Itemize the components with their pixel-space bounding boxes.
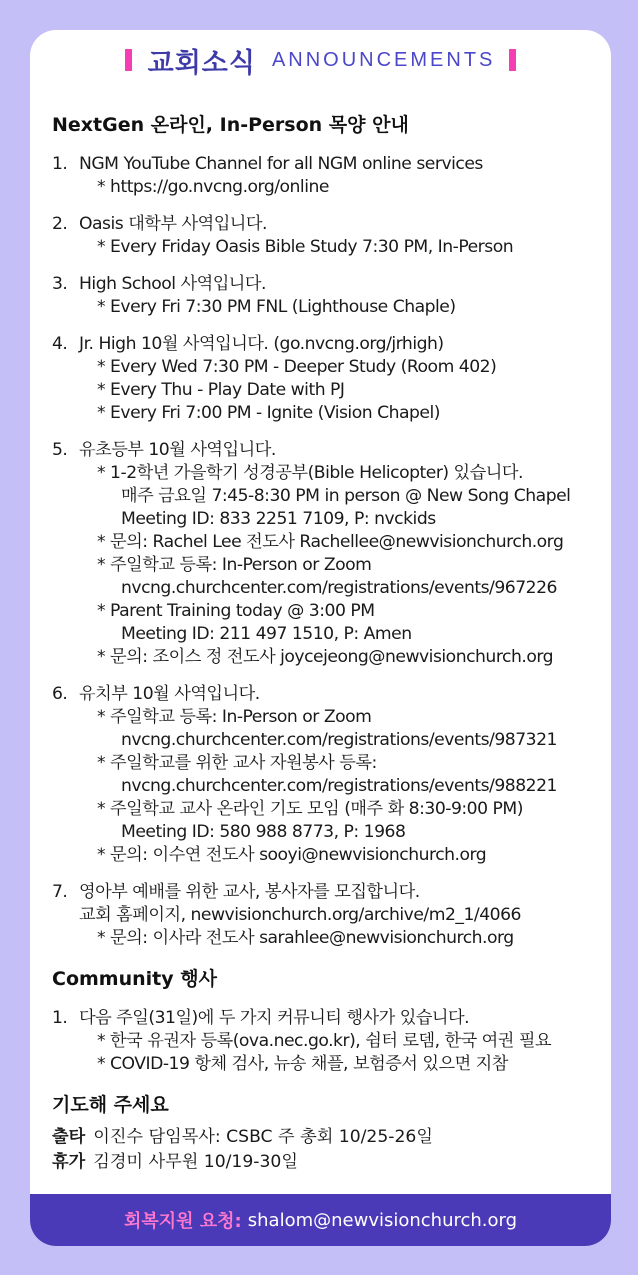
content: [52, 110, 607, 1175]
item-heading-text: 영아부 예배를 위한 교사, 봉사자를 모집합니다.: [79, 882, 420, 902]
item-detail-line: * Every Thu - Play Date with PJ: [97, 380, 345, 400]
prayer-text: 이진수 담임목사: CSBC 주 총회 10/25-26일: [93, 1127, 433, 1147]
item-detail-line: * Every Fri 7:30 PM FNL (Lighthouse Chaple): [97, 297, 456, 317]
item-heading-text: Jr. High 10월 사역입니다. (go.nvcng.org/jrhigh): [79, 334, 444, 354]
footer-label: 회복지원 요청:: [123, 1211, 242, 1232]
item-detail-line: * https://go.nvcng.org/online: [97, 177, 329, 197]
list-item: [52, 213, 607, 259]
item-detail-line: Meeting ID: 833 2251 7109, P: nvckids: [121, 509, 436, 529]
item-heading: [52, 683, 607, 706]
item-detail-line: * 주일학교 등록: In-Person or Zoom: [97, 555, 372, 575]
item-heading-text: 다음 주일(31일)에 두 가지 커뮤니티 행사가 있습니다.: [79, 1008, 470, 1028]
prayer-row: [52, 1150, 607, 1175]
announcement-card: [30, 30, 611, 1246]
item-heading: [52, 333, 607, 356]
item-detail-line: * 문의: 이사라 전도사 sarahlee@newvisionchurch.org: [97, 928, 514, 948]
list-item: [52, 881, 607, 950]
prayer-row: [52, 1125, 607, 1150]
item-heading-text: 유초등부 10월 사역입니다.: [79, 440, 276, 460]
item-number: 6.: [52, 684, 68, 704]
list-item: [52, 683, 607, 867]
footer-bar: [30, 1194, 611, 1246]
item-heading: [52, 881, 607, 904]
item-heading: [52, 153, 607, 176]
item-detail-line: * 문의: 이수연 전도사 sooyi@newvisionchurch.org: [97, 845, 487, 865]
item-detail-line: 매주 금요일 7:45-8:30 PM in person @ New Song Chapel: [121, 486, 571, 506]
item-number: 1.: [52, 1008, 68, 1028]
item-detail-line: * Every Wed 7:30 PM - Deeper Study (Room 402): [97, 357, 497, 377]
item-detail-line: * Every Friday Oasis Bible Study 7:30 PM, In-Person: [97, 237, 514, 257]
right-pink-bar: [509, 49, 516, 71]
prayer-label: 휴가: [52, 1152, 86, 1172]
nextgen-list: [52, 153, 607, 950]
prayer-label: 출타: [52, 1127, 86, 1147]
item-heading: [52, 1007, 607, 1030]
item-heading: [52, 439, 607, 462]
community-section-title: Community 행사: [52, 968, 217, 990]
item-number: 3.: [52, 274, 68, 294]
item-number: 5.: [52, 440, 68, 460]
item-detail-line: * 문의: Rachel Lee 전도사 Rachellee@newvisionchurch.org: [97, 532, 564, 552]
nextgen-section-title: NextGen 온라인, In-Person 목양 안내: [52, 114, 409, 136]
item-detail-line: 교회 홈페이지, newvisionchurch.org/archive/m2_1/4066: [79, 905, 521, 925]
left-pink-bar: [125, 49, 132, 71]
prayer-section-title: 기도해 주세요: [52, 1094, 169, 1116]
list-item: [52, 439, 607, 669]
item-detail-line: nvcng.churchcenter.com/registrations/events/967226: [121, 578, 557, 598]
item-number: 1.: [52, 154, 68, 174]
list-item: [52, 153, 607, 199]
title-english: ANNOUNCEMENTS: [271, 48, 496, 71]
list-item: [52, 273, 607, 319]
item-heading-text: High School 사역입니다.: [79, 274, 266, 294]
item-detail-line: * 1-2학년 가을학기 성경공부(Bible Helicopter) 있습니다.: [97, 463, 523, 483]
item-heading: [52, 273, 607, 296]
item-heading-text: NGM YouTube Channel for all NGM online services: [79, 154, 483, 174]
prayer-text: 김경미 사무원 10/19-30일: [93, 1152, 298, 1172]
community-list: [52, 1007, 607, 1076]
item-detail-line: Meeting ID: 580 988 8773, P: 1968: [121, 822, 406, 842]
item-detail-line: * Parent Training today @ 3:00 PM: [97, 601, 375, 621]
item-detail-line: * 주일학교 교사 온라인 기도 모임 (매주 화 8:30-9:00 PM): [97, 799, 523, 819]
item-detail-line: Meeting ID: 211 497 1510, P: Amen: [121, 624, 412, 644]
item-heading-text: Oasis 대학부 사역입니다.: [79, 214, 267, 234]
item-number: 4.: [52, 334, 68, 354]
item-heading: [52, 213, 607, 236]
prayer-list: [52, 1125, 607, 1175]
header: [30, 40, 611, 80]
list-item: [52, 333, 607, 425]
item-detail-line: nvcng.churchcenter.com/registrations/events/987321: [121, 730, 557, 750]
list-item: [52, 1007, 607, 1076]
item-detail-line: nvcng.churchcenter.com/registrations/events/988221: [121, 776, 557, 796]
item-number: 2.: [52, 214, 68, 234]
title-korean: 교회소식: [147, 47, 256, 79]
item-detail-line: * 한국 유권자 등록(ova.nec.go.kr), 쉼터 로뎀, 한국 여권 필요: [97, 1031, 552, 1051]
item-detail-line: * 주일학교를 위한 교사 자원봉사 등록:: [97, 753, 377, 773]
footer-email[interactable]: shalom@newvisionchurch.org: [247, 1209, 518, 1231]
item-detail-line: * Every Fri 7:00 PM - Ignite (Vision Chapel): [97, 403, 440, 423]
item-detail-line: * 문의: 조이스 정 전도사 joycejeong@newvisionchurch.org: [97, 647, 554, 667]
item-heading-text: 유치부 10월 사역입니다.: [79, 684, 260, 704]
item-detail-line: * COVID-19 항체 검사, 뉴송 채플, 보험증서 있으면 지참: [97, 1054, 508, 1074]
item-number: 7.: [52, 882, 68, 902]
item-detail-line: * 주일학교 등록: In-Person or Zoom: [97, 707, 372, 727]
